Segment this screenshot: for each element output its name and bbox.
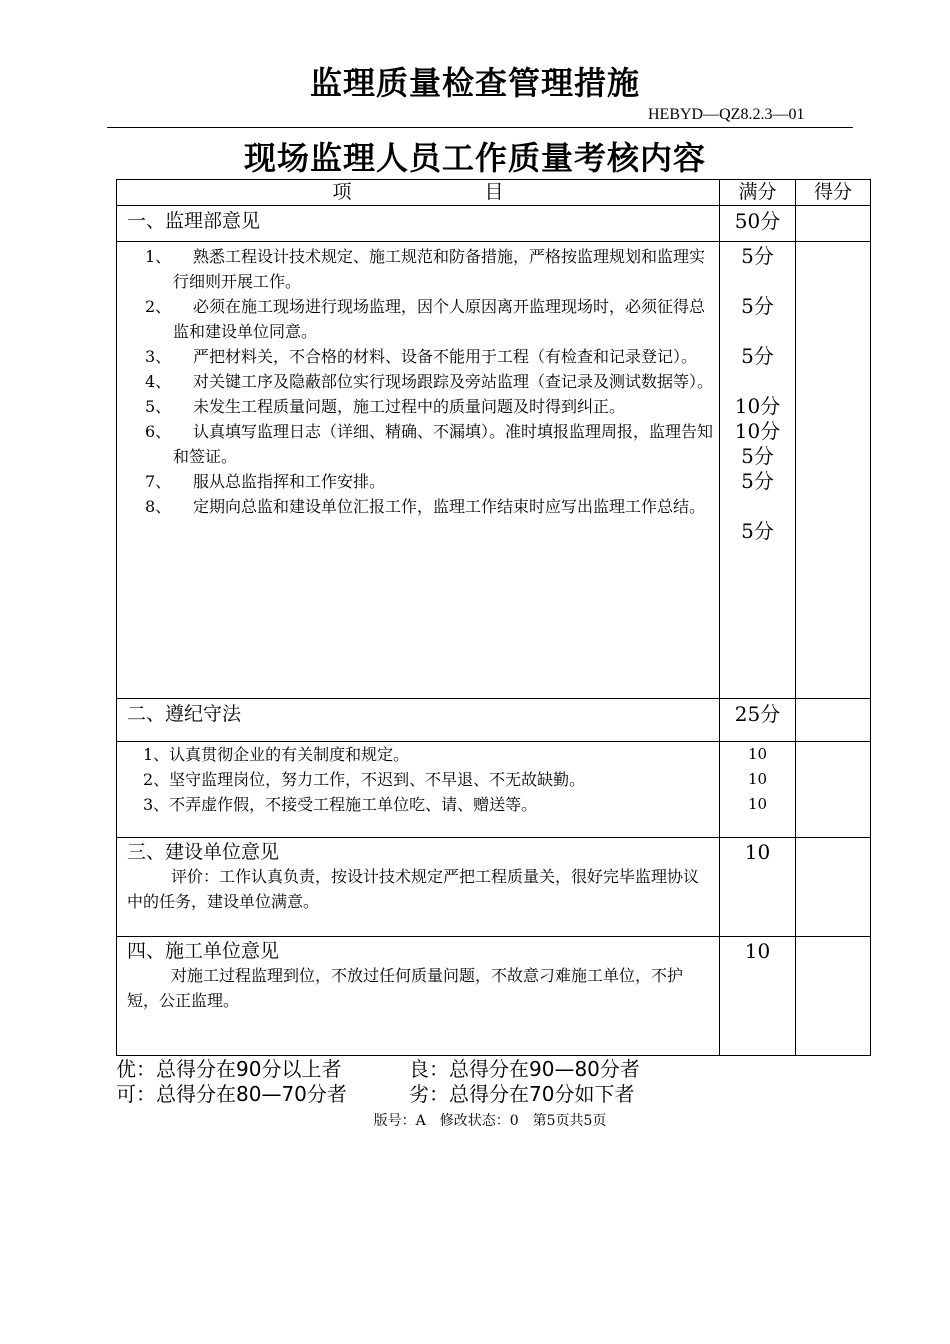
score-obtained-cell[interactable] (796, 838, 871, 937)
list-item: 1、认真贯彻企业的有关制度和规定。 (143, 745, 410, 764)
item-score: 5分 (741, 294, 774, 318)
item-list (117, 242, 720, 699)
item-score: 5分 (741, 344, 774, 368)
section-row-contractor (117, 937, 871, 1056)
section-score: 10 (720, 937, 796, 1056)
list-item: 3、不弄虚作假，不接受工程施工单位吃、请、赠送等。 (143, 795, 538, 814)
table-title: 现场监理人员工作质量考核内容 (243, 139, 706, 177)
section-label: 一、监理部意见 (117, 206, 720, 242)
page-footer: 版号：A 修改状态：0 第5页共5页 (373, 1113, 607, 1129)
column-header-score-obtained: 得分 (796, 180, 871, 206)
evaluation-text: 评价：工作认真负责，按设计技术规定严把工程质量关，很好完毕监理协议中的任务，建设单位满意。 (127, 867, 700, 911)
score-obtained-cell[interactable] (796, 242, 871, 699)
section-row-discipline (117, 699, 871, 742)
table-header-row (117, 180, 871, 206)
list-item: 1、 熟悉工程设计技术规定、施工规范和防备措施，严格按监理规划和监理实行细则开展工作。 (145, 247, 706, 291)
column-header-full-score: 满分 (720, 180, 796, 206)
score-obtained-cell[interactable] (796, 742, 871, 838)
section-client-opinion (117, 838, 720, 937)
evaluation-text: 对施工过程监理到位，不放过任何质量问题，不故意刁难施工单位，不护短，公正监理。 (127, 966, 684, 1010)
document-code: HEBYD—QZ8.2.3—01 (648, 106, 805, 123)
item-score: 10 (747, 795, 768, 813)
column-header-item: 项 目 (117, 180, 720, 206)
grade-pass: 可：总得分在80—70分者 (116, 1082, 347, 1106)
item-score: 10 (747, 770, 768, 788)
list-item: 2、 必须在施工现场进行现场监理，因个人原因离开监理现场时，必须征得总监和建设单位同意。 (145, 297, 706, 341)
section-row-supervision (117, 206, 871, 242)
list-item: 4、 对关键工序及隐蔽部位实行现场跟踪及旁站监理（查记录及测试数据等）。 (145, 372, 714, 391)
section-contractor-opinion (117, 937, 720, 1056)
list-item: 3、 严把材料关，不合格的材料、设备不能用于工程（有检查和记录登记）。 (145, 347, 698, 366)
item-score: 10 (747, 745, 768, 763)
list-item: 5、 未发生工程质量问题，施工过程中的质量问题及时得到纠正。 (145, 397, 626, 416)
section-label: 二、遵纪守法 (117, 699, 720, 742)
section-score: 10 (720, 838, 796, 937)
header-divider (107, 127, 853, 128)
item-scores (720, 742, 796, 838)
item-scores (720, 242, 796, 699)
section-label: 四、施工单位意见 (127, 940, 280, 962)
grade-poor: 劣：总得分在70分如下者 (409, 1082, 635, 1106)
item-score: 5分 (741, 244, 774, 268)
item-score: 10分 (734, 394, 781, 418)
list-item: 6、 认真填写监理日志（详细、精确、不漏填）。准时填报监理周报，监理告知和签证。 (145, 422, 714, 466)
assessment-table (116, 179, 871, 1056)
section-items-row (117, 742, 871, 838)
grading-line-1 (116, 1057, 640, 1081)
item-score: 5分 (741, 444, 774, 468)
section-score: 25分 (720, 699, 796, 742)
score-obtained-cell[interactable] (796, 699, 871, 742)
section-row-client (117, 838, 871, 937)
document-title: 监理质量检查管理措施 (309, 64, 640, 102)
section-label: 三、建设单位意见 (127, 841, 280, 863)
item-list (117, 742, 720, 838)
list-item: 7、 服从总监指挥和工作安排。 (145, 472, 386, 491)
section-items-row (117, 242, 871, 699)
grade-excellent: 优：总得分在90分以上者 (116, 1057, 342, 1081)
item-score: 10分 (734, 419, 781, 443)
section-score: 50分 (720, 206, 796, 242)
grading-line-2 (116, 1082, 634, 1106)
list-item: 2、坚守监理岗位，努力工作，不迟到、不早退、不无故缺勤。 (143, 770, 586, 789)
item-score: 5分 (741, 519, 774, 543)
score-obtained-cell[interactable] (796, 937, 871, 1056)
item-score: 5分 (741, 469, 774, 493)
score-obtained-cell[interactable] (796, 206, 871, 242)
list-item: 8、 定期向总监和建设单位汇报工作，监理工作结束时应写出监理工作总结。 (145, 497, 706, 516)
grade-good: 良：总得分在90—80分者 (409, 1057, 640, 1081)
